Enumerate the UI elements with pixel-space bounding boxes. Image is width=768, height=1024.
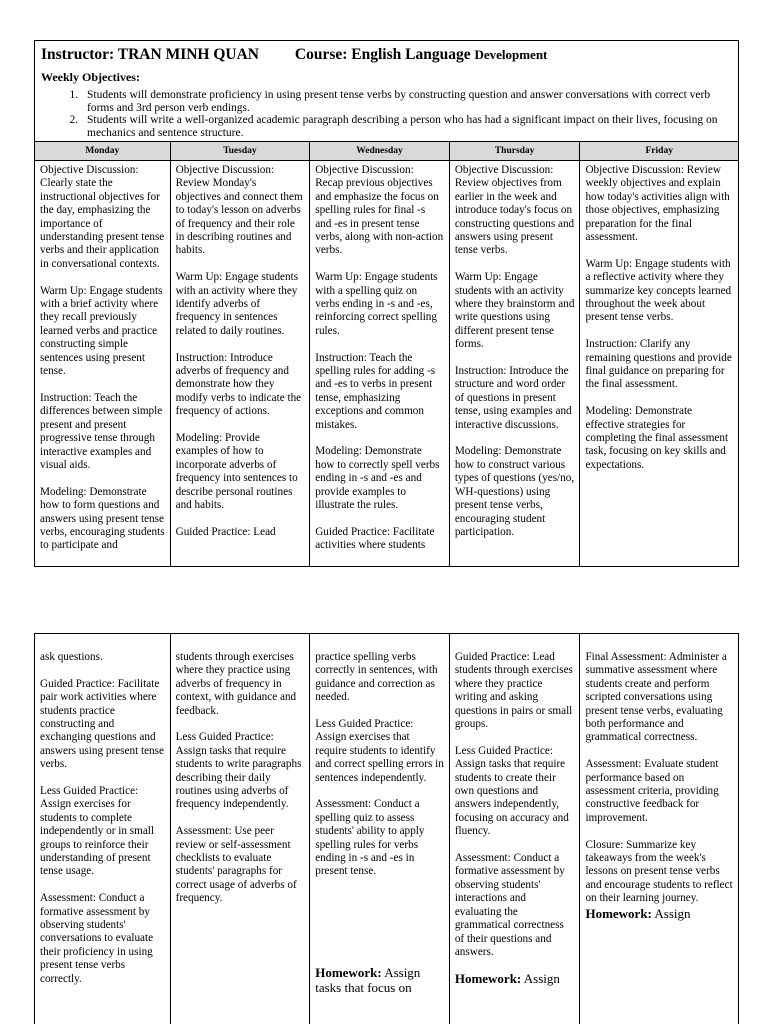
friday-para: Instruction: Clarify any remaining questions and provide final guidance on preparing for the final assessment. [585,338,732,391]
thursday-para: Objective Discussion: Review objectives from earlier in the week and introduce today's focus on constructing questions and answers using present tense verbs. [454,164,575,257]
homework-text: Assign [521,970,560,986]
plan-header [35,41,738,141]
friday-para: Final Assessment: Administer a summative assessment where students create and perform scripted conversations using present tense verbs, evaluating both performance and grammatical correctness. [585,651,727,744]
objective-item: 2. Students will write a well-organized academic paragraph describing a person who has had a significant impact on their lives, focusing on mechanics and sentence structure. [81,114,732,139]
objectives-list [41,89,732,139]
wednesday-para: Less Guided Practice: Assign exercises that require students to identify and correct spelling errors in sentences independently. [315,718,444,784]
tuesday-para: Warm Up: Engage students with an activity where they identify adverbs of frequency in sentences related to daily routines. [175,271,299,337]
wednesday-cell [310,161,450,567]
friday-para: Closure: Summarize key takeaways from the week's lessons on present tense verbs and encourage students to reflect on their learning journey. [585,838,733,905]
homework-label: Homework: [454,970,522,986]
tuesday-cell [171,161,311,567]
tuesday-para: Guided Practice: Lead [175,525,276,538]
tuesday-para: Less Guided Practice: Assign tasks that require students to write paragraphs describing their daily routines using adverbs of frequency independently. [175,731,302,811]
friday-para: Assessment: Evaluate student performance based on assessment criteria, providing constructive feedback for improvement. [585,758,719,824]
day-header-wednesday: Wednesday [310,142,450,160]
monday-para: Modeling: Demonstrate how to form questions and answers using present tense verbs, encouraging students to participate and [40,485,165,552]
wednesday-homework [315,965,444,995]
objective-item: 1. Students will demonstrate proficiency in using present tense verbs by constructing question and answer conversations with correct verb forms and 3rd person verb endings. [81,89,732,114]
thursday-para: Assessment: Conduct a formative assessment by observing students' interactions and evaluating the grammatical correctness of their questions and answers. [454,852,565,958]
friday-para: Warm Up: Engage students with a reflective activity where they summarize key concepts learned throughout the week about present tense verbs. [585,257,732,324]
thursday-para: Guided Practice: Lead students through exercises where they practice writing and asking questions in pairs or small groups. [454,651,573,731]
day-content-row-continued [35,634,738,1024]
tuesday-para: Modeling: Provide examples of how to incorporate adverbs of frequency into sentences to describe personal routines and habits. [175,432,298,512]
wednesday-para: Instruction: Teach the spelling rules for adding -s and -es to verbs in present tense, emphasizing exceptions and common mistakes. [315,351,436,431]
wednesday-para: Assessment: Conduct a spelling quiz to assess students' ability to apply spelling rules for verbs ending in -s and -es in present tense. [315,798,425,878]
monday-para: Less Guided Practice: Assign exercises for students to complete independently or in small groups to reinforce their understanding of present tense usage. [40,785,155,878]
weekly-objectives-label: Weekly Objectives: [41,70,140,84]
friday-cell [580,161,738,567]
wednesday-para: Warm Up: Engage students with a spelling quiz on verbs ending in -s and -es, reinforcing correct spelling rules. [315,271,438,337]
homework-text: Assign tasks that focus on [315,964,421,995]
monday-para: Warm Up: Engage students with a brief activity where they recall previously learned verbs and practice constructing simple sentences using present tense. [40,284,163,378]
wednesday-para: practice spelling verbs correctly in sentences, with guidance and correction as needed. [315,651,438,704]
course-name-tail: Development [474,47,548,62]
wednesday-para: Objective Discussion: Recap previous objectives and emphasize the focus on spelling rules for final -s and -es in present tense verbs, along with non-action verbs. [315,164,444,257]
monday-para: Objective Discussion: Clearly state the instructional objectives for the day, emphasizing the importance of understanding present tense verbs and their application in conversational contexts. [40,164,165,270]
wednesday-cell-continued [310,634,450,1024]
thursday-para: Less Guided Practice: Assign tasks that require students to create their own questions and answers independently, focusing on accuracy and fluency. [454,744,569,838]
day-header-friday: Friday [645,146,673,156]
thursday-para: Instruction: Introduce the structure and word order of questions in present tense, using examples and interactive discussions. [454,365,572,431]
thursday-para: Warm Up: Engage students with an activity where they brainstorm and write questions using different present tense forms. [454,271,575,351]
monday-para: Guided Practice: Facilitate pair work activities where students practice constructing and exchanging questions and answers using present tense verbs. [40,677,164,771]
tuesday-para: Assessment: Use peer review or self-assessment checklists to evaluate students' paragraphs for correct usage of adverbs of frequency. [175,825,297,905]
friday-cell-continued [580,634,738,1024]
friday-homework [585,906,733,921]
lesson-plan-table-bottom [34,633,739,1024]
thursday-para: Modeling: Demonstrate how to construct various types of questions (yes/no, WH-questions) using present tense verbs, encouraging student participation. [454,445,575,538]
friday-para: Modeling: Demonstrate effective strategies for completing the final assessment task, focusing on key skills and expectations. [585,405,729,471]
day-header-tuesday: Tuesday [171,142,311,160]
course-name: Course: English Language [294,46,471,63]
monday-para: Instruction: Teach the differences between simple present and present progressive tense through interactive examples and visual aids. [40,391,163,471]
monday-cell [35,161,171,567]
homework-text: Assign [651,905,691,921]
thursday-homework [455,971,575,986]
instructor-name: Instructor: TRAN MINH QUAN [41,46,259,63]
day-content-row [35,161,738,567]
title-line [41,45,732,65]
monday-para: ask questions. [40,651,103,663]
tuesday-cell-continued [171,634,311,1024]
lesson-plan-table-top [34,40,739,567]
monday-cell-continued [35,634,171,1024]
friday-para: Objective Discussion: Review weekly objectives and explain how today's activities align with those objectives, emphasizing preparation for the final assessment. [585,164,730,244]
day-header-monday: Monday [35,142,171,160]
homework-label: Homework: [585,905,652,921]
day-header-row [35,141,738,161]
thursday-cell [450,161,581,567]
tuesday-para: Objective Discussion: Review Monday's objectives and connect them to today's lesson on adverbs of frequency and their role in describing routines and habits. [175,164,303,257]
homework-label: Homework: [315,964,382,980]
day-header-thursday: Thursday [450,142,581,160]
monday-para: Assessment: Conduct a formative assessment by observing students' conversations to evaluate their proficiency in using present tense verbs correctly. [40,892,154,985]
tuesday-para: Instruction: Introduce adverbs of frequency and demonstrate how they modify verbs to indicate the frequency of actions. [175,351,302,418]
wednesday-para: Guided Practice: Facilitate activities where students [315,525,435,552]
tuesday-para: students through exercises where they practice using adverbs of frequency in context, with guidance and feedback. [175,651,297,717]
thursday-cell-continued [450,634,581,1024]
wednesday-para: Modeling: Demonstrate how to correctly spell verbs ending in -s and -es and provide examples to illustrate the rules. [315,445,440,512]
